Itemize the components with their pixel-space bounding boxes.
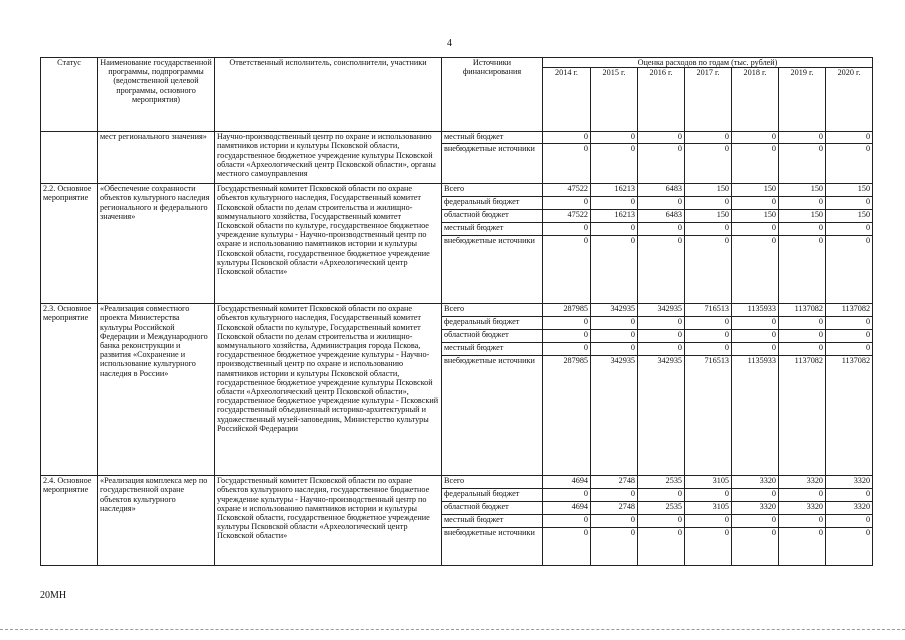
group-status-cell: 2.2. Основное мероприятие — [41, 184, 98, 304]
value-cell: 2535 — [638, 502, 685, 515]
value-cell: 3105 — [685, 476, 732, 489]
value-cell: 150 — [732, 210, 779, 223]
group-executor-cell: Государственный комитет Псковской области по охране объектов культурного наследия, Государственный комитет Псковской области по культуре, Государственный комитет Псковской области по делам строительства и жилищно-коммунального хозяйства, Администрация города Пскова, государственное бюджетное учреждение культуры - Научно-производственный центр по охране и использованию памятников истории и культуры Псковской области, государственное бюджетное учреждение культуры Псковской области «Археологический центр Псковской области», государственное бюджетное учреждение культуры - Псковский государственный объединенный историко-архитектурный и художественный музей-заповедник, Министерство культуры Российской Федерации — [215, 304, 442, 476]
value-cell: 1137082 — [779, 356, 826, 476]
value-cell: 0 — [638, 317, 685, 330]
table-body — [41, 132, 873, 566]
value-cell: 0 — [826, 489, 873, 502]
value-cell: 0 — [638, 528, 685, 566]
funding-source-cell: федеральный бюджет — [442, 489, 543, 502]
value-cell: 0 — [779, 132, 826, 144]
value-cell: 0 — [732, 330, 779, 343]
value-cell: 0 — [779, 236, 826, 304]
funding-source-cell: Всего — [442, 184, 543, 197]
value-cell: 0 — [826, 515, 873, 528]
value-cell: 1137082 — [826, 304, 873, 317]
value-cell: 3320 — [732, 502, 779, 515]
funding-source-cell: внебюджетные источники — [442, 236, 543, 304]
table-row — [41, 184, 873, 197]
value-cell: 0 — [826, 132, 873, 144]
value-cell: 0 — [685, 489, 732, 502]
value-cell: 0 — [732, 132, 779, 144]
value-cell: 0 — [638, 330, 685, 343]
value-cell: 0 — [732, 223, 779, 236]
funding-source-cell: внебюджетные источники — [442, 528, 543, 566]
group-name-cell: мест регионального значения» — [98, 132, 215, 184]
value-cell: 287985 — [543, 356, 591, 476]
value-cell: 3320 — [826, 476, 873, 489]
value-cell: 0 — [543, 528, 591, 566]
value-cell: 6483 — [638, 184, 685, 197]
funding-source-cell: федеральный бюджет — [442, 197, 543, 210]
value-cell: 0 — [779, 330, 826, 343]
value-cell: 0 — [826, 236, 873, 304]
value-cell: 3320 — [826, 502, 873, 515]
value-cell: 47522 — [543, 184, 591, 197]
header-year: 2017 г. — [685, 68, 732, 132]
value-cell: 150 — [826, 210, 873, 223]
value-cell: 0 — [732, 144, 779, 184]
header-year: 2018 г. — [732, 68, 779, 132]
value-cell: 0 — [779, 528, 826, 566]
value-cell: 1137082 — [779, 304, 826, 317]
header-row — [41, 58, 873, 68]
value-cell: 716513 — [685, 356, 732, 476]
value-cell: 0 — [543, 317, 591, 330]
value-cell: 0 — [685, 528, 732, 566]
table-row — [41, 304, 873, 317]
value-cell: 0 — [826, 144, 873, 184]
value-cell: 0 — [732, 317, 779, 330]
value-cell: 0 — [779, 515, 826, 528]
value-cell: 0 — [543, 489, 591, 502]
header-year: 2014 г. — [543, 68, 591, 132]
header-year: 2020 г. — [826, 68, 873, 132]
value-cell: 0 — [591, 343, 638, 356]
value-cell: 0 — [685, 132, 732, 144]
value-cell: 0 — [591, 197, 638, 210]
value-cell: 0 — [638, 515, 685, 528]
value-cell: 6483 — [638, 210, 685, 223]
value-cell: 0 — [732, 515, 779, 528]
value-cell: 16213 — [591, 184, 638, 197]
value-cell: 3105 — [685, 502, 732, 515]
value-cell: 0 — [779, 317, 826, 330]
value-cell: 0 — [543, 343, 591, 356]
group-name-cell: «Реализация совместного проекта Министерства культуры Российской Федерации и Международного банка реконструкции и развития «Сохранение и использование культурного наследия в России» — [98, 304, 215, 476]
funding-source-cell: внебюджетные источники — [442, 356, 543, 476]
funding-source-cell: Всего — [442, 304, 543, 317]
group-executor-cell: Научно-производственный центр по охране и использованию памятников истории и культуры Псковской области, государственное бюджетное учреждение культуры Псковской области «Археологический центр Псковской области», органы местного самоуправления — [215, 132, 442, 184]
funding-source-cell: областной бюджет — [442, 330, 543, 343]
budget-table — [40, 57, 873, 566]
header-executor: Ответственный исполнитель, соисполнители, участники — [215, 58, 442, 132]
value-cell: 0 — [779, 144, 826, 184]
value-cell: 0 — [543, 197, 591, 210]
value-cell: 150 — [685, 184, 732, 197]
value-cell: 0 — [685, 197, 732, 210]
footer-code: 20МН — [40, 590, 67, 601]
funding-source-cell: местный бюджет — [442, 343, 543, 356]
value-cell: 0 — [638, 343, 685, 356]
value-cell: 0 — [591, 528, 638, 566]
value-cell: 150 — [779, 210, 826, 223]
value-cell: 0 — [638, 223, 685, 236]
value-cell: 0 — [591, 223, 638, 236]
value-cell: 0 — [638, 489, 685, 502]
value-cell: 0 — [685, 330, 732, 343]
funding-source-cell: областной бюджет — [442, 502, 543, 515]
funding-source-cell: местный бюджет — [442, 223, 543, 236]
value-cell: 0 — [732, 343, 779, 356]
value-cell: 0 — [638, 144, 685, 184]
value-cell: 0 — [685, 515, 732, 528]
value-cell: 0 — [685, 343, 732, 356]
value-cell: 0 — [779, 223, 826, 236]
page-number: 4 — [447, 38, 452, 49]
value-cell: 0 — [543, 515, 591, 528]
value-cell: 0 — [826, 317, 873, 330]
value-cell: 3320 — [779, 502, 826, 515]
value-cell: 0 — [826, 330, 873, 343]
value-cell: 0 — [779, 489, 826, 502]
value-cell: 1137082 — [826, 356, 873, 476]
value-cell: 0 — [591, 144, 638, 184]
value-cell: 0 — [638, 236, 685, 304]
value-cell: 150 — [732, 184, 779, 197]
value-cell: 0 — [685, 317, 732, 330]
group-status-cell: 2.3. Основное мероприятие — [41, 304, 98, 476]
value-cell: 47522 — [543, 210, 591, 223]
value-cell: 0 — [591, 236, 638, 304]
value-cell: 0 — [732, 528, 779, 566]
value-cell: 0 — [732, 489, 779, 502]
value-cell: 0 — [591, 330, 638, 343]
value-cell: 0 — [591, 317, 638, 330]
group-status-cell: 2.4. Основное мероприятие — [41, 476, 98, 566]
funding-source-cell: внебюджетные источники — [442, 144, 543, 184]
value-cell: 0 — [543, 330, 591, 343]
value-cell: 150 — [779, 184, 826, 197]
value-cell: 287985 — [543, 304, 591, 317]
value-cell: 0 — [638, 197, 685, 210]
value-cell: 0 — [826, 197, 873, 210]
value-cell: 1135933 — [732, 356, 779, 476]
header-status: Статус — [41, 58, 98, 132]
value-cell: 16213 — [591, 210, 638, 223]
funding-source-cell: федеральный бюджет — [442, 317, 543, 330]
value-cell: 0 — [638, 132, 685, 144]
funding-source-cell: Всего — [442, 476, 543, 489]
value-cell: 0 — [543, 144, 591, 184]
value-cell: 342935 — [591, 356, 638, 476]
funding-source-cell: местный бюджет — [442, 515, 543, 528]
header-year: 2016 г. — [638, 68, 685, 132]
value-cell: 0 — [543, 236, 591, 304]
value-cell: 4694 — [543, 502, 591, 515]
value-cell: 0 — [826, 343, 873, 356]
group-name-cell: «Реализация комплекса мер по государственной охране объектов культурного наследия» — [98, 476, 215, 566]
value-cell: 0 — [685, 236, 732, 304]
value-cell: 0 — [685, 144, 732, 184]
group-status-cell — [41, 132, 98, 184]
funding-source-cell: областной бюджет — [442, 210, 543, 223]
value-cell: 0 — [779, 197, 826, 210]
value-cell: 0 — [543, 132, 591, 144]
group-executor-cell: Государственный комитет Псковской области по охране объектов культурного наследия, государственное бюджетное учреждение культуры - Научно-производственный центр по охране и использованию памятников истории и культуры Псковской области, государственное бюджетное учреждение культуры Псковской области «Археологический центр Псковской области» — [215, 476, 442, 566]
table-row — [41, 476, 873, 489]
funding-source-cell: местный бюджет — [442, 132, 543, 144]
value-cell: 3320 — [732, 476, 779, 489]
header-estimate: Оценка расходов по годам (тыс. рублей) — [543, 58, 873, 68]
value-cell: 1135933 — [732, 304, 779, 317]
header-name: Наименование государственной программы, подпрограммы (ведомственной целевой программы, основного мероприятия) — [98, 58, 215, 132]
value-cell: 716513 — [685, 304, 732, 317]
header-year: 2019 г. — [779, 68, 826, 132]
group-name-cell: «Обеспечение сохранности объектов культурного наследия регионального и федерального значения» — [98, 184, 215, 304]
scan-edge-line — [0, 629, 905, 630]
value-cell: 0 — [779, 343, 826, 356]
value-cell: 0 — [685, 223, 732, 236]
value-cell: 0 — [543, 223, 591, 236]
value-cell: 342935 — [591, 304, 638, 317]
value-cell: 0 — [826, 223, 873, 236]
value-cell: 0 — [591, 132, 638, 144]
value-cell: 150 — [826, 184, 873, 197]
value-cell: 2748 — [591, 502, 638, 515]
header-source: Источники финансирования — [442, 58, 543, 132]
value-cell: 4694 — [543, 476, 591, 489]
group-executor-cell: Государственный комитет Псковской области по охране объектов культурного наследия, Государственный комитет Псковской области по делам строительства и жилищно-коммунального хозяйства, Государственный комитет Псковской области по культуре, государственное бюджетное учреждение культуры - Научно-производственный центр по охране и использованию памятников истории и культуры Псковской области, государственное бюджетное учреждение культуры Псковской области «Археологический центр Псковской области» — [215, 184, 442, 304]
value-cell: 2748 — [591, 476, 638, 489]
table-row — [41, 132, 873, 144]
value-cell: 150 — [685, 210, 732, 223]
value-cell: 0 — [732, 236, 779, 304]
header-year: 2015 г. — [591, 68, 638, 132]
value-cell: 3320 — [779, 476, 826, 489]
value-cell: 0 — [591, 489, 638, 502]
value-cell: 342935 — [638, 304, 685, 317]
value-cell: 0 — [732, 197, 779, 210]
value-cell: 0 — [826, 528, 873, 566]
value-cell: 342935 — [638, 356, 685, 476]
value-cell: 0 — [591, 515, 638, 528]
value-cell: 2535 — [638, 476, 685, 489]
